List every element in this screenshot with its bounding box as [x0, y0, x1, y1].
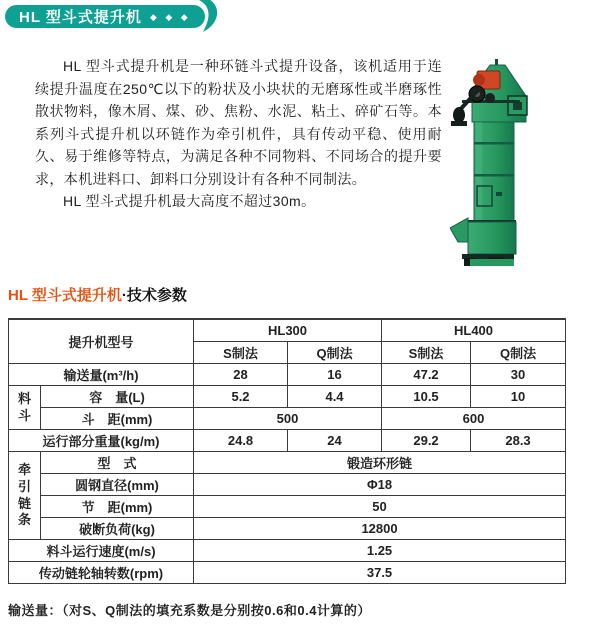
table-row-breaking-load: [9, 518, 566, 540]
trunk-seam-1: [474, 142, 514, 145]
row-label: 节 距(mm): [41, 496, 194, 518]
value-cell: 4.4: [288, 386, 382, 408]
value-cell: 28: [194, 364, 288, 386]
group-label: 料斗: [18, 390, 32, 423]
method-cell: Q制法: [471, 342, 566, 364]
value-cell: Φ18: [194, 474, 566, 496]
row-label: 圆钢直径(mm): [41, 474, 194, 496]
group-cell-bucket: [9, 386, 41, 430]
trunk-highlight: [476, 122, 482, 222]
diamond-icons: ◆ ◆ ◆: [149, 12, 191, 22]
table-row-bucket-pitch: [9, 408, 566, 430]
conveying-note: 输送量：（对S、Q制法的填充系数是分别按0.6和0.4计算的）: [8, 603, 371, 618]
table-row-sprocket-rpm: [9, 562, 566, 584]
value-cell: 24: [288, 430, 382, 452]
value-cell: 1.25: [194, 540, 566, 562]
row-label: 输送量(m³/h): [9, 364, 194, 386]
value-cell: 500: [194, 408, 382, 430]
counterweight-base: [451, 121, 467, 126]
discharge-opening: [513, 102, 522, 110]
table-row-conveying: [9, 364, 566, 386]
feed-chute: [450, 218, 468, 242]
table-row-capacity: [9, 386, 566, 408]
value-cell: 10: [471, 386, 566, 408]
group-label: 牵引链条: [18, 461, 32, 528]
bucket-elevator-photo: [450, 58, 575, 268]
value-cell: 37.5: [194, 562, 566, 584]
counterweight: [453, 107, 465, 123]
row-label: 型 式: [41, 452, 194, 474]
small-pulley: [485, 93, 495, 103]
value-cell: 10.5: [382, 386, 471, 408]
model-hl300-cell: HL300: [194, 319, 382, 342]
row-label: 容 量(L): [41, 386, 194, 408]
table-row-running-weight: [9, 430, 566, 452]
method-cell: Q制法: [288, 342, 382, 364]
value-cell: 24.8: [194, 430, 288, 452]
spec-table: [8, 318, 566, 584]
table-row-chain-pitch: [9, 496, 566, 518]
trunk-seam-2: [474, 174, 514, 177]
intro-paragraph-2: HL 型斗式提升机最大高度不超过30m。: [63, 193, 316, 209]
motor-endcap: [473, 74, 485, 86]
value-cell: 28.3: [471, 430, 566, 452]
page-banner: [5, 5, 205, 28]
door-latch: [496, 192, 502, 196]
elevator-boot: [468, 222, 516, 254]
value-cell: 30: [471, 364, 566, 386]
row-label: 运行部分重量(kg/m): [9, 430, 194, 452]
section-heading-product: HL 型斗式提升机: [8, 287, 122, 304]
section-heading: [8, 284, 187, 305]
model-label-cell: 提升机型号: [9, 319, 194, 364]
table-row-rod-diameter: [9, 474, 566, 496]
banner-swoosh-icon: [193, 0, 225, 34]
row-label: 破断负荷(kg): [41, 518, 194, 540]
table-row-header: [9, 319, 566, 342]
row-label: 料斗运行速度(m/s): [9, 540, 194, 562]
banner-title: HL 型斗式提升机: [19, 9, 142, 26]
value-cell: 47.2: [382, 364, 471, 386]
boot-lower: [470, 259, 514, 266]
row-label: 斗 距(mm): [41, 408, 194, 430]
value-cell: 600: [382, 408, 566, 430]
value-cell: 29.2: [382, 430, 471, 452]
method-cell: S制法: [382, 342, 471, 364]
method-cell: S制法: [194, 342, 288, 364]
value-cell: 16: [288, 364, 382, 386]
section-heading-params: ·技术参数: [121, 287, 187, 304]
table-row-chain-type: [9, 452, 566, 474]
table-row-bucket-speed: [9, 540, 566, 562]
value-cell: 5.2: [194, 386, 288, 408]
value-cell: 12800: [194, 518, 566, 540]
model-hl400-cell: HL400: [382, 319, 566, 342]
row-label: 传动链轮轴转数(rpm): [9, 562, 194, 584]
value-cell: 50: [194, 496, 566, 518]
intro-paragraph-1: HL 型斗式提升机是一种环链斗式提升设备，该机适用于连续提升温度在250℃以下的粉状及小块状的无磨琢性或半磨琢性散状物料，像木屑、煤、砂、焦粉、水泥、粘土、碎矿石等。本系列斗式提升机以环链作为牵引机件，具有传动平稳、使用耐久、易于维修等特点，为满足各种不同物料、不同场合的提升要求，本机进料口、卸料口分别设计有各种不同制法。: [35, 58, 442, 187]
value-cell: 锻造环形链: [194, 452, 566, 474]
group-cell-chain: [9, 452, 41, 540]
intro-text: [35, 55, 442, 213]
